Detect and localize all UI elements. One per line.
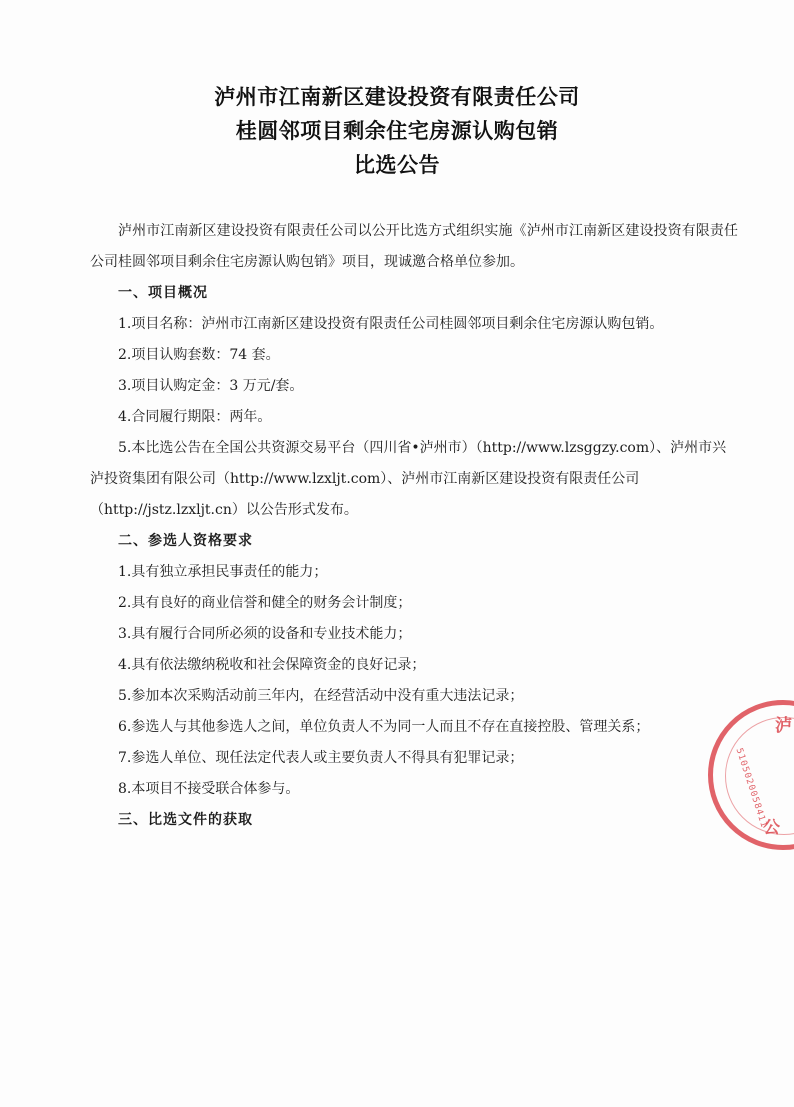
overview-item-count: 2.项目认购套数：74 套。 [118, 347, 280, 363]
overview-item-deposit: 3.项目认购定金：3 万元/套。 [118, 378, 304, 394]
section-heading-overview: 一、项目概况 [118, 285, 208, 301]
qualification-item: 6.参选人与其他参选人之间，单位负责人不为同一人而且不存在直接控股、管理关系； [118, 719, 650, 735]
qualification-item: 2.具有良好的商业信誉和健全的财务会计制度； [118, 595, 412, 611]
section-heading-documents: 三、比选文件的获取 [118, 812, 253, 828]
document-body [90, 216, 738, 836]
title-line-1: 泸州市江南新区建设投资有限责任公司 [214, 85, 580, 109]
qualification-item: 4.具有依法缴纳税收和社会保障资金的良好记录； [118, 657, 426, 673]
qualification-item: 5.参加本次采购活动前三年内，在经营活动中没有重大违法记录； [118, 688, 524, 704]
overview-item-term: 4.合同履行期限：两年。 [118, 409, 272, 425]
qualification-item: 8.本项目不接受联合体参与。 [118, 781, 300, 797]
seal-character: 泸 [775, 716, 792, 736]
seal-registration-number: 5105020058411 [733, 747, 769, 830]
overview-item-publication: 5.本比选公告在全国公共资源交易平台（四川省•泸州市）（http://www.lzsggzy.com）、泸州市兴泸投资集团有限公司（http://www.lzxljt.com）、泸州市江南新区建设投资有限责任公司（http://jstz.lzxljt.cn）以公告形式发布。 [90, 440, 727, 518]
intro-paragraph: 泸州市江南新区建设投资有限责任公司以公开比选方式组织实施《泸州市江南新区建设投资有限责任公司桂圆邻项目剩余住宅房源认购包销》项目，现诚邀合格单位参加。 [90, 223, 738, 270]
qualification-item: 3.具有履行合同所必须的设备和专业技术能力； [118, 626, 412, 642]
overview-item-name: 1.项目名称：泸州市江南新区建设投资有限责任公司桂圆邻项目剩余住宅房源认购包销。 [118, 316, 664, 332]
section-heading-qualifications: 二、参选人资格要求 [118, 533, 253, 549]
seal-character: 公 [763, 818, 780, 838]
document-title [0, 80, 794, 182]
qualification-item: 1.具有独立承担民事责任的能力； [118, 564, 328, 580]
title-line-2: 桂圆邻项目剩余住宅房源认购包销 [235, 119, 559, 143]
title-line-3: 比选公告 [354, 153, 440, 177]
qualification-item: 7.参选人单位、现任法定代表人或主要负责人不得具有犯罪记录； [118, 750, 524, 766]
